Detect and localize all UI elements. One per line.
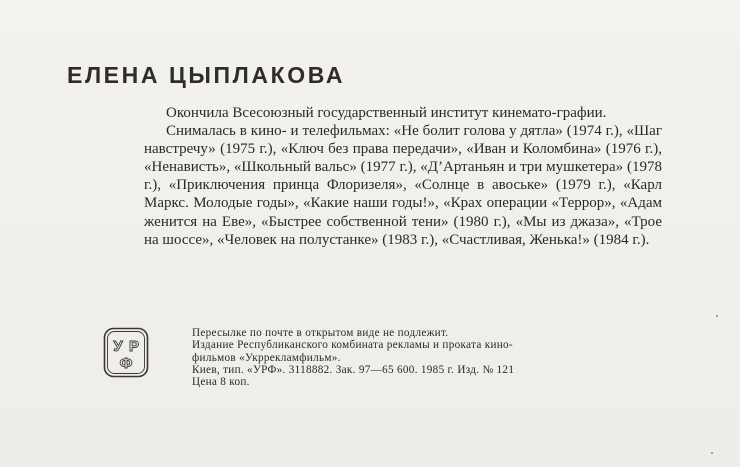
- biography: [144, 104, 662, 249]
- paper-speck: [716, 315, 718, 317]
- bio-filmography: Снималась в кино- и телефильмах: «Не болит голова у дятла» (1974 г.), «Шаг навстречу» (1975 г.), «Ключ без права передачи», «Иван и Коломбина» (1976 г.), «Ненависть», «Школьный вальс» (1977 г.), «Д’Артаньян и три мушкетера» (1978 г.), «Приключения принца Флоризеля», «Солнце в авоське» (1979 г.), «Карл Маркс. Молодые годы», «Какие наши годы!», «Крах операции «Террор», «Адам женится на Еве», «Быстрее собственной тени» (1980 г.), «Мы из джаза», «Трое на шоссе», «Человек на полустанке» (1983 г.), «Счастливая, Женька!» (1984 г.).: [144, 123, 662, 248]
- imprint-publisher: Издание Республиканского комбината рекламы и проката кино-: [192, 339, 513, 352]
- paper-speck: [711, 452, 713, 454]
- imprint: [192, 327, 667, 388]
- actress-name: ЕЛЕНА ЦЫПЛАКОВА: [67, 62, 346, 88]
- logo-letter-f: Ф: [119, 355, 133, 372]
- imprint-price: Цена 8 коп.: [192, 376, 250, 389]
- logo-letter-r: Р: [128, 338, 140, 355]
- bio-education: Окончила Всесоюзный государственный институт кинемато-графии.: [166, 105, 607, 121]
- imprint-print-info: Киев, тип. «УРФ». 3118882. Зак. 97—65 600. 1985 г. Изд. № 121: [192, 363, 515, 376]
- urf-logo-icon: [103, 327, 149, 378]
- imprint-publisher-cont: фильмов «Укррекламфильм».: [192, 351, 341, 364]
- imprint-mail-notice: Пересылке по почте в открытом виде не подлежит.: [192, 327, 449, 339]
- logo-letter-u: У: [113, 338, 123, 355]
